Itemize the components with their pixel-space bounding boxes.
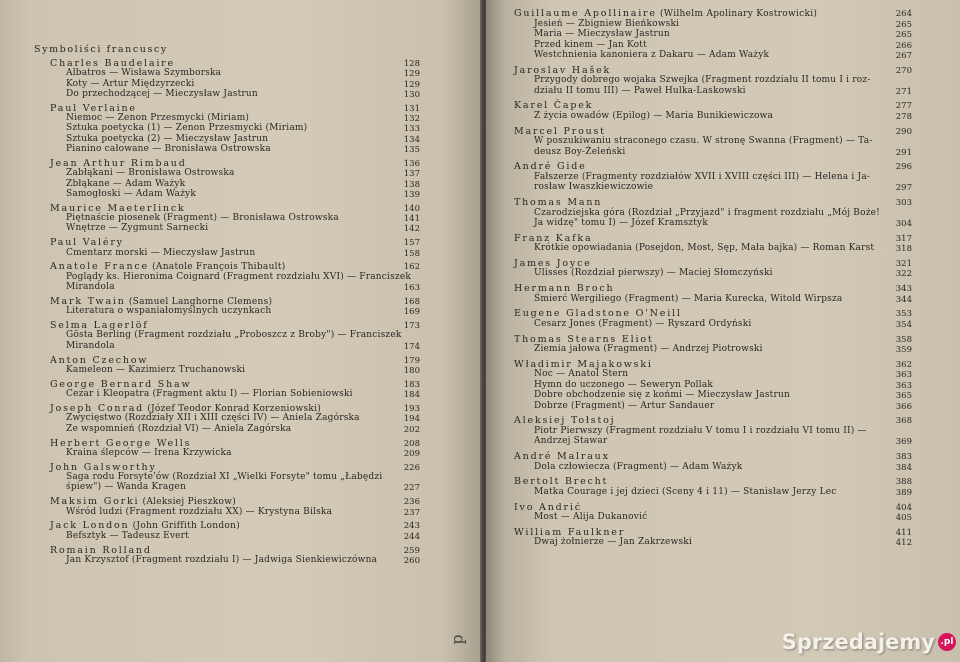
author-name-text: Romain Rolland — [50, 544, 152, 556]
entry-page-number: 363 — [895, 380, 912, 391]
entry-page-number: 266 — [895, 40, 912, 51]
entry-page-number: 129 — [403, 69, 420, 80]
author-page-number: 388 — [895, 477, 912, 488]
author-page-number: 321 — [895, 258, 912, 269]
entry-page-number: 237 — [403, 507, 420, 518]
author-name-text: Jean Arthur Rimbaud — [50, 157, 187, 169]
toc-entry: Literatura o wspaniałomyślnych uczynkach — [66, 306, 272, 317]
author-real-name: (Anatole François Thibault) — [148, 262, 286, 273]
author-name — [514, 451, 610, 462]
author-page-number: 270 — [895, 65, 912, 76]
toc-entry: Cezar i Kleopatra (Fragment aktu I) — Florian Sobieniowski — [66, 389, 353, 400]
author-name-text: Jack London — [50, 520, 130, 532]
toc-entry: Ziemia jałowa (Fragment) — Andrzej Piotrowski — [534, 344, 763, 354]
author-name — [514, 8, 817, 19]
entry-page-number: 139 — [403, 189, 420, 200]
toc-entry: Jesień — Zbigniew Bieńkowski — [534, 18, 680, 29]
toc-entry: Maria — Mieczysław Jastrun — [534, 29, 670, 39]
toc-entry: rosław Iwaszkiewiczowie — [534, 182, 654, 193]
toc-entry: Dwaj żołnierze — Jan Zakrzewski — [534, 537, 693, 548]
entry-page-number: 297 — [895, 183, 912, 194]
author-real-name: (Józef Teodor Konrad Korzeniowski) — [144, 404, 322, 414]
author-name-text: Guillaume Apollinaire — [514, 8, 657, 19]
author-name-text: Anatole France — [50, 261, 149, 273]
author-name-text: Maksim Gorki — [50, 496, 140, 508]
author-page-number: 362 — [895, 359, 912, 370]
author-page-number: 343 — [895, 284, 912, 295]
author-name-text: Paul Valéry — [50, 237, 124, 249]
author-name-text: Thomas Stearns Eliot — [514, 333, 654, 345]
toc-entry: Samogłoski — Adam Ważyk — [66, 188, 196, 199]
entry-page-number: 180 — [403, 365, 420, 376]
entry-page-number: 304 — [895, 219, 912, 229]
author-name-text: Franz Kafka — [514, 232, 593, 244]
author-page-number: 303 — [895, 198, 912, 208]
author-page-number: 264 — [895, 9, 912, 19]
entry-page-number: 318 — [895, 244, 912, 255]
toc-entry: Albatros — Wisława Szymborska — [66, 68, 222, 79]
toc-entry: śpiew") — Wanda Kragen — [66, 482, 186, 493]
entry-page-number: 129 — [403, 79, 420, 90]
entry-page-number: 174 — [403, 341, 420, 352]
author-name — [514, 334, 653, 345]
toc-entry: Pianino całowane — Bronisława Ostrowska — [66, 144, 271, 154]
author-name-text: Selma Lagerlöf — [50, 320, 149, 332]
watermark-text: Sprzedajemy — [781, 630, 935, 654]
toc-entry: Niemoc — Zenon Przesmycki (Miriam) — [66, 113, 250, 124]
author-name-text: Mark Twain — [50, 295, 126, 307]
toc-entry: Mirandola — [66, 282, 115, 292]
entry-page-number: 134 — [403, 134, 420, 145]
author-name-text: André Gide — [514, 161, 587, 173]
toc-entry: Zbłąkane — Adam Ważyk — [66, 178, 186, 189]
toc-entry: Dobre obchodzenie się z końmi — Mieczysław Jastrun — [534, 390, 790, 401]
author-page-number: 358 — [895, 334, 912, 345]
author-page-number: 236 — [403, 497, 420, 508]
author-page-number: 193 — [403, 404, 420, 414]
author-page-number: 290 — [895, 126, 912, 137]
author-page-number: 277 — [895, 101, 912, 112]
entry-page-number: 405 — [895, 513, 912, 523]
toc-entry: Czarodziejska góra (Rozdział „Przyjazd" i fragment rozdziału „Mój Boże! — [534, 207, 880, 218]
toc-entry: Cmentarz morski — Mieczysław Jastrun — [66, 247, 256, 258]
author-name — [514, 126, 606, 137]
author-real-name: (John Griffith London) — [129, 521, 241, 532]
author-name — [514, 283, 614, 294]
toc-entry: deusz Boy-Żeleński — [534, 146, 626, 157]
author-name-text: André Malraux — [514, 451, 610, 463]
author-page-number: 317 — [895, 233, 912, 244]
entry-page-number: 141 — [403, 214, 420, 224]
entry-page-number: 194 — [403, 414, 420, 425]
entry-page-number: 384 — [895, 462, 912, 473]
toc-entry: Most — Alija Dukanović — [534, 512, 648, 522]
author-name-text: Władimir Majakowski — [514, 358, 653, 370]
toc-entry: Mirandola — [66, 340, 115, 351]
author-page-number: 162 — [403, 262, 420, 273]
toc-entry: Wnętrze — Zygmunt Sarnecki — [66, 223, 209, 234]
toc-entry: Śmierć Wergiliego (Fragment) — Maria Kurecka, Witold Wirpsza — [534, 293, 843, 304]
entry-page-number: 138 — [403, 179, 420, 190]
author-name-text: Maurice Maeterlinck — [50, 202, 186, 214]
entry-page-number: 344 — [895, 294, 912, 305]
author-name — [514, 476, 608, 487]
toc-entry: Dola człowiecza (Fragment) — Adam Ważyk — [534, 461, 743, 472]
author-page-number: 404 — [895, 502, 912, 513]
entry-page-number: 137 — [403, 169, 420, 180]
entry-page-number: 265 — [895, 30, 912, 40]
toc-entry: Gösta Berling (Fragment rozdziału „Proboszcz z Broby") — Franciszek — [66, 330, 402, 341]
entry-page-number: 244 — [403, 531, 420, 542]
author-name-text: Aleksiej Tołstoj — [514, 415, 616, 427]
entry-page-number: 354 — [895, 319, 912, 330]
author-name-text: Jaroslav Hašek — [514, 64, 612, 76]
toc-entry: działu II tomu III) — Paweł Hulka-Laskowski — [534, 85, 746, 96]
entry-page-number: 135 — [403, 145, 420, 155]
toc-entry: Andrzej Stawar — [534, 436, 608, 447]
toc-entry: Sztuka poetycka (2) — Mieczysław Jastrun — [66, 133, 269, 144]
toc-entry: Dobrze (Fragment) — Artur Sandauer — [534, 400, 715, 411]
author-page-number: 157 — [403, 238, 420, 249]
toc-entry: Ja widzę" tomu I) — Józef Kramsztyk — [534, 218, 708, 228]
entry-page-number: 158 — [403, 248, 420, 259]
toc-entry: Poglądy ks. Hieronima Coignard (Fragment rozdziału XVI) — Franciszek — [66, 271, 412, 282]
author-name-text: George Bernard Shaw — [50, 378, 192, 390]
toc-entry: Przed kinem — Jan Kott — [534, 39, 647, 50]
entry-page-number: 260 — [403, 555, 420, 566]
toc-entry: Piętnaście piosenek (Fragment) — Bronisława Ostrowska — [66, 213, 339, 223]
author-page-number: 173 — [403, 321, 420, 332]
author-real-name: (Wilhelm Apolinary Kostrowicki) — [656, 9, 818, 19]
toc-entry: Zabłąkani — Bronisława Ostrowska — [66, 168, 235, 179]
author-page-number: 208 — [403, 438, 420, 449]
entry-page-number: 227 — [403, 483, 420, 494]
author-page-number: 128 — [403, 59, 420, 69]
author-page-number: 140 — [403, 203, 420, 214]
entry-page-number: 202 — [403, 424, 420, 435]
entry-page-number: 142 — [403, 224, 420, 235]
entry-page-number: 412 — [895, 538, 912, 549]
author-name-text: James Joyce — [514, 257, 592, 269]
entry-page-number: 184 — [403, 390, 420, 401]
toc-entry: Ulisses (Rozdział pierwszy) — Maciej Słomczyński — [534, 268, 773, 279]
toc-entry: Jan Krzysztof (Fragment rozdziału I) — Jadwiga Sienkiewiczówna — [66, 554, 378, 565]
author-real-name: (Samuel Langhorne Clemens) — [125, 296, 273, 307]
author-name-text: Hermann Broch — [514, 283, 615, 295]
author-name-text: Anton Czechow — [50, 354, 149, 366]
author-name-text: Marcel Proust — [514, 125, 606, 137]
author-page-number: 243 — [403, 521, 420, 532]
author-name — [514, 527, 625, 538]
author-name-text: Ivo Andrić — [514, 501, 582, 513]
entry-page-number: 389 — [895, 487, 912, 498]
author-name-text: Joseph Conrad — [50, 403, 145, 414]
toc-entry: Do przechodzącej — Mieczysław Jastrun — [66, 88, 258, 99]
author-page-number: 353 — [895, 309, 912, 320]
author-page-number: 383 — [895, 452, 912, 463]
toc-entry: Krótkie opowiadania (Posejdon, Most, Sęp, Mała bajka) — Roman Karst — [534, 243, 875, 254]
entry-page-number: 169 — [403, 307, 420, 318]
author-name-text: John Galsworthy — [50, 461, 157, 473]
entry-page-number: 130 — [403, 89, 420, 100]
toc-entry: Kameleon — Kazimierz Truchanowski — [66, 364, 246, 375]
author-name-text: Thomas Mann — [514, 197, 603, 208]
watermark-logo — [782, 630, 956, 654]
toc-entry: Przygody dobrego wojaka Szwejka (Fragment rozdziału II tomu I i roz- — [534, 75, 871, 86]
toc-entry: Matka Courage i jej dzieci (Sceny 4 i 11) — Stanisław Jerzy Lec — [534, 486, 837, 497]
entry-page-number: 363 — [895, 370, 912, 381]
entry-page-number: 359 — [895, 345, 912, 355]
author-page-number: 259 — [403, 545, 420, 556]
author-name-text: William Faulkner — [514, 526, 626, 538]
entry-page-number: 209 — [403, 448, 420, 459]
section-heading: Symboliści francuscy — [34, 44, 168, 55]
author-page-number: 411 — [895, 527, 912, 538]
toc-entry: Z życia owadów (Epilog) — Maria Bunikiewiczowa — [534, 110, 774, 121]
author-name — [514, 197, 602, 208]
author-name-text: Eugene Gladstone O'Neill — [514, 308, 682, 320]
author-page-number: 168 — [403, 296, 420, 307]
entry-page-number: 271 — [895, 86, 912, 97]
toc-entry: Ze wspomnień (Rozdział VI) — Aniela Zagórska — [66, 423, 292, 434]
toc-entry: W poszukiwaniu straconego czasu. W stronę Swanna (Fragment) — Ta- — [534, 136, 873, 147]
author-name — [514, 415, 615, 426]
toc-entry: Koty — Artur Międzyrzecki — [66, 78, 195, 89]
toc-entry: Kraina ślepców — Irena Krzywicka — [66, 447, 232, 458]
toc-entry: Hymn do uczonego — Seweryn Pollak — [534, 379, 714, 390]
entry-page-number: 366 — [895, 401, 912, 412]
author-page-number: 179 — [403, 355, 420, 366]
toc-entry: Wśród ludzi (Fragment rozdziału XX) — Krystyna Bilska — [66, 506, 333, 517]
author-name — [514, 308, 682, 319]
toc-entry: Fałszerze (Fragmenty rozdziałów XVII i XVIII części III) — Helena i Ja- — [534, 171, 871, 182]
toc-entry: Westchnienia kanoniera z Dakaru — Adam Ważyk — [534, 50, 770, 60]
author-page-number: 136 — [403, 158, 420, 169]
entry-page-number: 322 — [895, 269, 912, 280]
author-name — [514, 161, 587, 172]
author-name — [514, 359, 653, 370]
margin-letter: p — [447, 634, 467, 645]
entry-page-number: 291 — [895, 147, 912, 158]
toc-entry: Cesarz Jones (Fragment) — Ryszard Ordyński — [534, 318, 752, 329]
author-page-number: 296 — [895, 162, 912, 173]
author-name-text: Herbert George Wells — [50, 437, 192, 449]
entry-page-number: 163 — [403, 283, 420, 293]
author-name — [514, 502, 582, 513]
entry-page-number: 365 — [895, 391, 912, 402]
toc-entry: Sztuka poetycka (1) — Zenon Przesmycki (Miriam) — [66, 123, 308, 134]
author-name-text: Bertolt Brecht — [514, 476, 609, 488]
entry-page-number: 267 — [895, 51, 912, 61]
author-page-number: 131 — [403, 103, 420, 114]
right-page — [486, 0, 960, 662]
toc-entry: Saga rodu Forsyte'ów (Rozdział XI „Wielki Forsyte" tomu „Łabędzi — [66, 472, 383, 482]
entry-page-number: 265 — [895, 19, 912, 30]
toc-entry: Piotr Pierwszy (Fragment rozdziału V tomu I i rozdziału VI tomu II) — — [534, 425, 867, 436]
author-name — [514, 100, 593, 111]
entry-page-number: 278 — [895, 111, 912, 122]
toc-entry: Befsztyk — Tadeusz Evert — [66, 530, 189, 541]
author-page-number: 183 — [403, 379, 420, 390]
author-page-number: 368 — [895, 416, 912, 427]
watermark-badge: .pl — [938, 633, 956, 651]
author-name-text: Karel Čapek — [514, 100, 594, 112]
entry-page-number: 133 — [403, 124, 420, 135]
entry-page-number: 369 — [895, 437, 912, 448]
author-name-text: Charles Baudelaire — [50, 58, 175, 69]
toc-entry: Noc — Anatol Stern — [534, 369, 629, 380]
author-page-number: 226 — [403, 462, 420, 473]
entry-page-number: 132 — [403, 114, 420, 125]
author-name-text: Paul Verlaine — [50, 102, 137, 114]
toc-entry: Zwycięstwo (Rozdziały XII i XIII części IV) — Aniela Zagórska — [66, 413, 360, 424]
author-real-name: (Aleksiej Pieszkow) — [139, 497, 237, 508]
